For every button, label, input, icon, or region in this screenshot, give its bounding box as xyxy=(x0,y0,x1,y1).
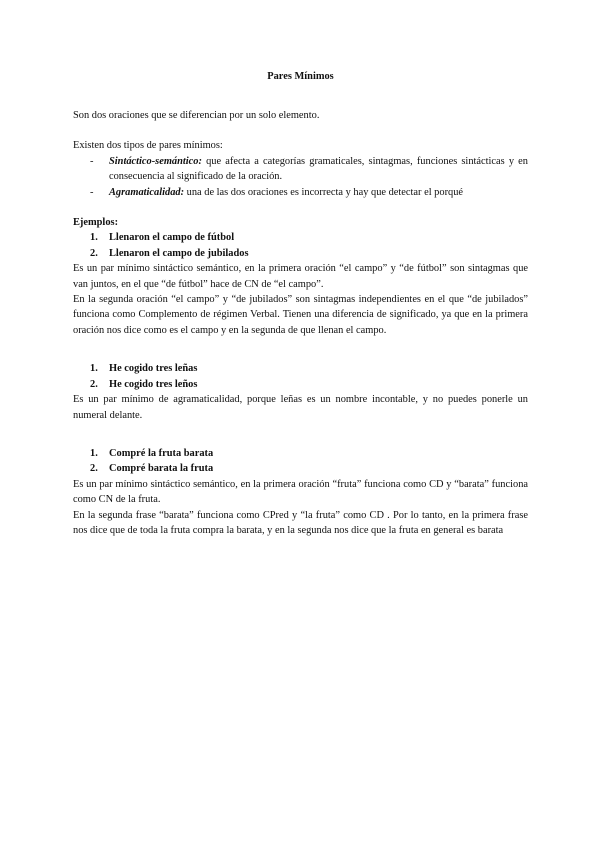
example-sentence: He cogido tres leñas xyxy=(109,363,198,375)
example-sentence: Llenaron el campo de fútbol xyxy=(109,232,235,244)
example1-item-1 xyxy=(73,230,528,245)
type-term: Agramaticalidad: xyxy=(109,186,185,198)
intro-paragraph: Son dos oraciones que se diferencian por un solo elemento. xyxy=(73,110,320,121)
list-number: 2. xyxy=(90,378,98,390)
spacer xyxy=(73,123,528,138)
example3-item-2 xyxy=(73,461,528,476)
examples-heading: Ejemplos: xyxy=(73,217,119,229)
type-description: que afecta a categorías gramaticales, sintagmas, funciones sintácticas y en consecuencia al significado de la oración. xyxy=(109,155,528,183)
list-number: 1. xyxy=(90,232,98,244)
example2-item-2 xyxy=(73,377,528,392)
list-number: 1. xyxy=(90,363,98,375)
type-term: Sintáctico-semántico: xyxy=(109,155,202,167)
example-sentence: Llenaron el campo de jubilados xyxy=(109,247,249,259)
spacer xyxy=(73,338,528,353)
types-intro: Existen dos tipos de pares mínimos: xyxy=(73,140,223,152)
example-sentence: Compré barata la fruta xyxy=(109,463,214,475)
example3-item-1 xyxy=(73,446,528,461)
example3-explanation-1: Es un par mínimo sintáctico semántico, en la primera oración “fruta” funciona como CD y “barata” funciona como CN de la fruta. xyxy=(73,478,528,506)
example1-explanation-2: En la segunda oración “el campo” y “de jubilados” son sintagmas independientes en el que “de jubilados” funciona como Complemento de régimen Verbal. Tienen una diferencia de significado, ya que en la primera oración nos dice como es el campo y en la segunda de que llenan el campo. xyxy=(73,294,528,336)
example1-list xyxy=(73,230,528,261)
example-sentence: Compré la fruta barata xyxy=(109,447,214,459)
type-item-agrammaticality xyxy=(73,185,528,200)
spacer xyxy=(73,200,528,215)
list-number: 1. xyxy=(90,447,98,459)
document-page xyxy=(73,66,528,538)
example1-item-2 xyxy=(73,246,528,261)
dash-bullet: - xyxy=(90,186,94,198)
example3-list xyxy=(73,446,528,477)
list-number: 2. xyxy=(90,463,98,475)
spacer xyxy=(73,353,528,361)
example1-explanation-1: Es un par mínimo sintáctico semántico, en la primera oración “el campo” y “de fútbol” son sintagmas que van juntos, en el que “de fútbol” hace de CN de “el campo”. xyxy=(73,263,528,290)
example2-item-1 xyxy=(73,361,528,376)
spacer xyxy=(73,423,528,438)
page-title: Pares Mínimos xyxy=(267,71,334,82)
example-sentence: He cogido tres leños xyxy=(109,378,198,390)
dash-bullet: - xyxy=(90,155,94,167)
example2-explanation-1: Es un par mínimo de agramaticalidad, porque leñas es un nombre incontable, y no puedes ponerle un numeral delante. xyxy=(73,394,528,421)
example3-explanation-2: En la segunda frase “barata” funciona como CPred y “la fruta” como CD . Por lo tanto, en la primera frase nos dice que de toda la fruta compra la barata, y en la segunda nos dice que la fruta en general es barata xyxy=(73,509,528,536)
type-description: una de las dos oraciones es incorrecta y hay que detectar el porqué xyxy=(184,186,464,198)
list-number: 2. xyxy=(90,247,98,259)
example2-list xyxy=(73,361,528,392)
spacer xyxy=(73,438,528,446)
type-item-syntactic xyxy=(73,154,528,185)
types-list xyxy=(73,154,528,200)
